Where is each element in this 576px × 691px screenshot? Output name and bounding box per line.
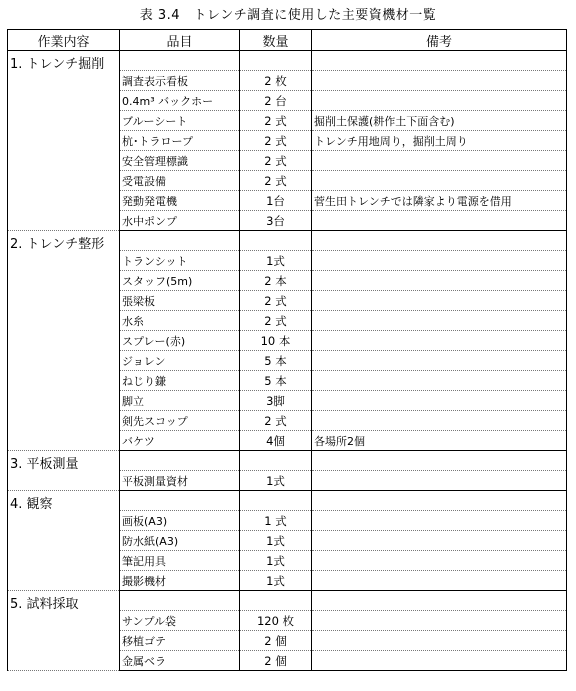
item-cell: 筆記用具 — [120, 551, 240, 571]
item-cell: 0.4m³ バックホー — [120, 91, 240, 111]
quantity-cell: 1式 — [240, 571, 312, 591]
remarks-cell — [312, 551, 567, 571]
blank-cell — [120, 591, 240, 611]
item-cell: ブルーシート — [120, 111, 240, 131]
blank-cell — [312, 451, 567, 471]
remarks-cell: 各場所2個 — [312, 431, 567, 451]
remarks-cell — [312, 71, 567, 91]
quantity-cell: 2 式 — [240, 311, 312, 331]
table-title: 表 3.4 トレンチ調査に使用した主要資機材一覧 — [139, 8, 437, 23]
blank-cell — [312, 231, 567, 251]
item-cell: トランシット — [120, 251, 240, 271]
item-cell: 水中ポンプ — [120, 211, 240, 231]
remarks-cell — [312, 211, 567, 231]
header-quantity: 数量 — [240, 30, 312, 51]
quantity-cell: 2 個 — [240, 651, 312, 671]
quantity-cell: 1 式 — [240, 511, 312, 531]
item-cell: スタッフ(5m) — [120, 271, 240, 291]
header-task: 作業内容 — [8, 30, 120, 51]
quantity-cell: 1式 — [240, 471, 312, 491]
section-row — [8, 591, 567, 611]
remarks-cell — [312, 291, 567, 311]
quantity-cell: 1式 — [240, 251, 312, 271]
remarks-cell — [312, 611, 567, 631]
item-cell: 安全管理標識 — [120, 151, 240, 171]
item-cell: 防水紙(A3) — [120, 531, 240, 551]
quantity-cell: 3脚 — [240, 391, 312, 411]
section-name: 4. 観察 — [8, 491, 120, 591]
item-cell: 張梁板 — [120, 291, 240, 311]
section-name: 3. 平板測量 — [8, 451, 120, 491]
item-cell: ねじり鎌 — [120, 371, 240, 391]
quantity-cell: 1式 — [240, 531, 312, 551]
blank-cell — [240, 51, 312, 71]
header-remarks: 備考 — [312, 30, 567, 51]
item-cell: バケツ — [120, 431, 240, 451]
header-row — [8, 30, 567, 51]
quantity-cell: 2 式 — [240, 171, 312, 191]
section-row — [8, 451, 567, 471]
item-cell: 調査表示看板 — [120, 71, 240, 91]
item-cell: 水糸 — [120, 311, 240, 331]
blank-cell — [240, 231, 312, 251]
item-cell: 移植ゴテ — [120, 631, 240, 651]
blank-cell — [240, 451, 312, 471]
quantity-cell: 2 個 — [240, 631, 312, 651]
section-row — [8, 491, 567, 511]
blank-cell — [120, 231, 240, 251]
quantity-cell: 1台 — [240, 191, 312, 211]
remarks-cell — [312, 471, 567, 491]
section-name: 5. 試料採取 — [8, 591, 120, 671]
blank-cell — [120, 51, 240, 71]
blank-cell — [240, 591, 312, 611]
item-cell: 発動発電機 — [120, 191, 240, 211]
header-item: 品目 — [120, 30, 240, 51]
remarks-cell — [312, 171, 567, 191]
equipment-table — [7, 29, 567, 671]
item-cell: 撮影機材 — [120, 571, 240, 591]
item-cell: 平板測量資材 — [120, 471, 240, 491]
quantity-cell: 2 式 — [240, 291, 312, 311]
remarks-cell — [312, 511, 567, 531]
remarks-cell — [312, 631, 567, 651]
table-body — [8, 51, 567, 671]
remarks-cell: トレンチ用地周り，掘削土周り — [312, 131, 567, 151]
section-name: 1. トレンチ掘削 — [8, 51, 120, 231]
item-cell: 杭･トラロープ — [120, 131, 240, 151]
remarks-cell — [312, 331, 567, 351]
item-cell: 剣先スコップ — [120, 411, 240, 431]
remarks-cell — [312, 531, 567, 551]
item-cell: 受電設備 — [120, 171, 240, 191]
item-cell: 脚立 — [120, 391, 240, 411]
quantity-cell: 2 式 — [240, 111, 312, 131]
section-name: 2. トレンチ整形 — [8, 231, 120, 451]
remarks-cell — [312, 651, 567, 671]
remarks-cell — [312, 371, 567, 391]
remarks-cell — [312, 151, 567, 171]
remarks-cell: 掘削土保護(耕作土下面含む) — [312, 111, 567, 131]
remarks-cell — [312, 391, 567, 411]
blank-cell — [312, 591, 567, 611]
quantity-cell: 2 式 — [240, 411, 312, 431]
blank-cell — [312, 491, 567, 511]
remarks-cell: 菅生田トレンチでは隣家より電源を借用 — [312, 191, 567, 211]
quantity-cell: 120 枚 — [240, 611, 312, 631]
item-cell: 画板(A3) — [120, 511, 240, 531]
section-row — [8, 231, 567, 251]
quantity-cell: 2 枚 — [240, 71, 312, 91]
quantity-cell: 2 台 — [240, 91, 312, 111]
quantity-cell: 5 本 — [240, 371, 312, 391]
remarks-cell — [312, 571, 567, 591]
item-cell: サンプル袋 — [120, 611, 240, 631]
blank-cell — [312, 51, 567, 71]
item-cell: スプレー(赤) — [120, 331, 240, 351]
blank-cell — [120, 451, 240, 471]
quantity-cell: 3台 — [240, 211, 312, 231]
remarks-cell — [312, 351, 567, 371]
quantity-cell: 10 本 — [240, 331, 312, 351]
item-cell: ジョレン — [120, 351, 240, 371]
quantity-cell: 5 本 — [240, 351, 312, 371]
remarks-cell — [312, 271, 567, 291]
remarks-cell — [312, 91, 567, 111]
remarks-cell — [312, 251, 567, 271]
quantity-cell: 1式 — [240, 551, 312, 571]
quantity-cell: 4個 — [240, 431, 312, 451]
remarks-cell — [312, 311, 567, 331]
quantity-cell: 2 本 — [240, 271, 312, 291]
blank-cell — [120, 491, 240, 511]
blank-cell — [240, 491, 312, 511]
remarks-cell — [312, 411, 567, 431]
item-cell: 金属ベラ — [120, 651, 240, 671]
quantity-cell: 2 式 — [240, 151, 312, 171]
quantity-cell: 2 式 — [240, 131, 312, 151]
section-row — [8, 51, 567, 71]
